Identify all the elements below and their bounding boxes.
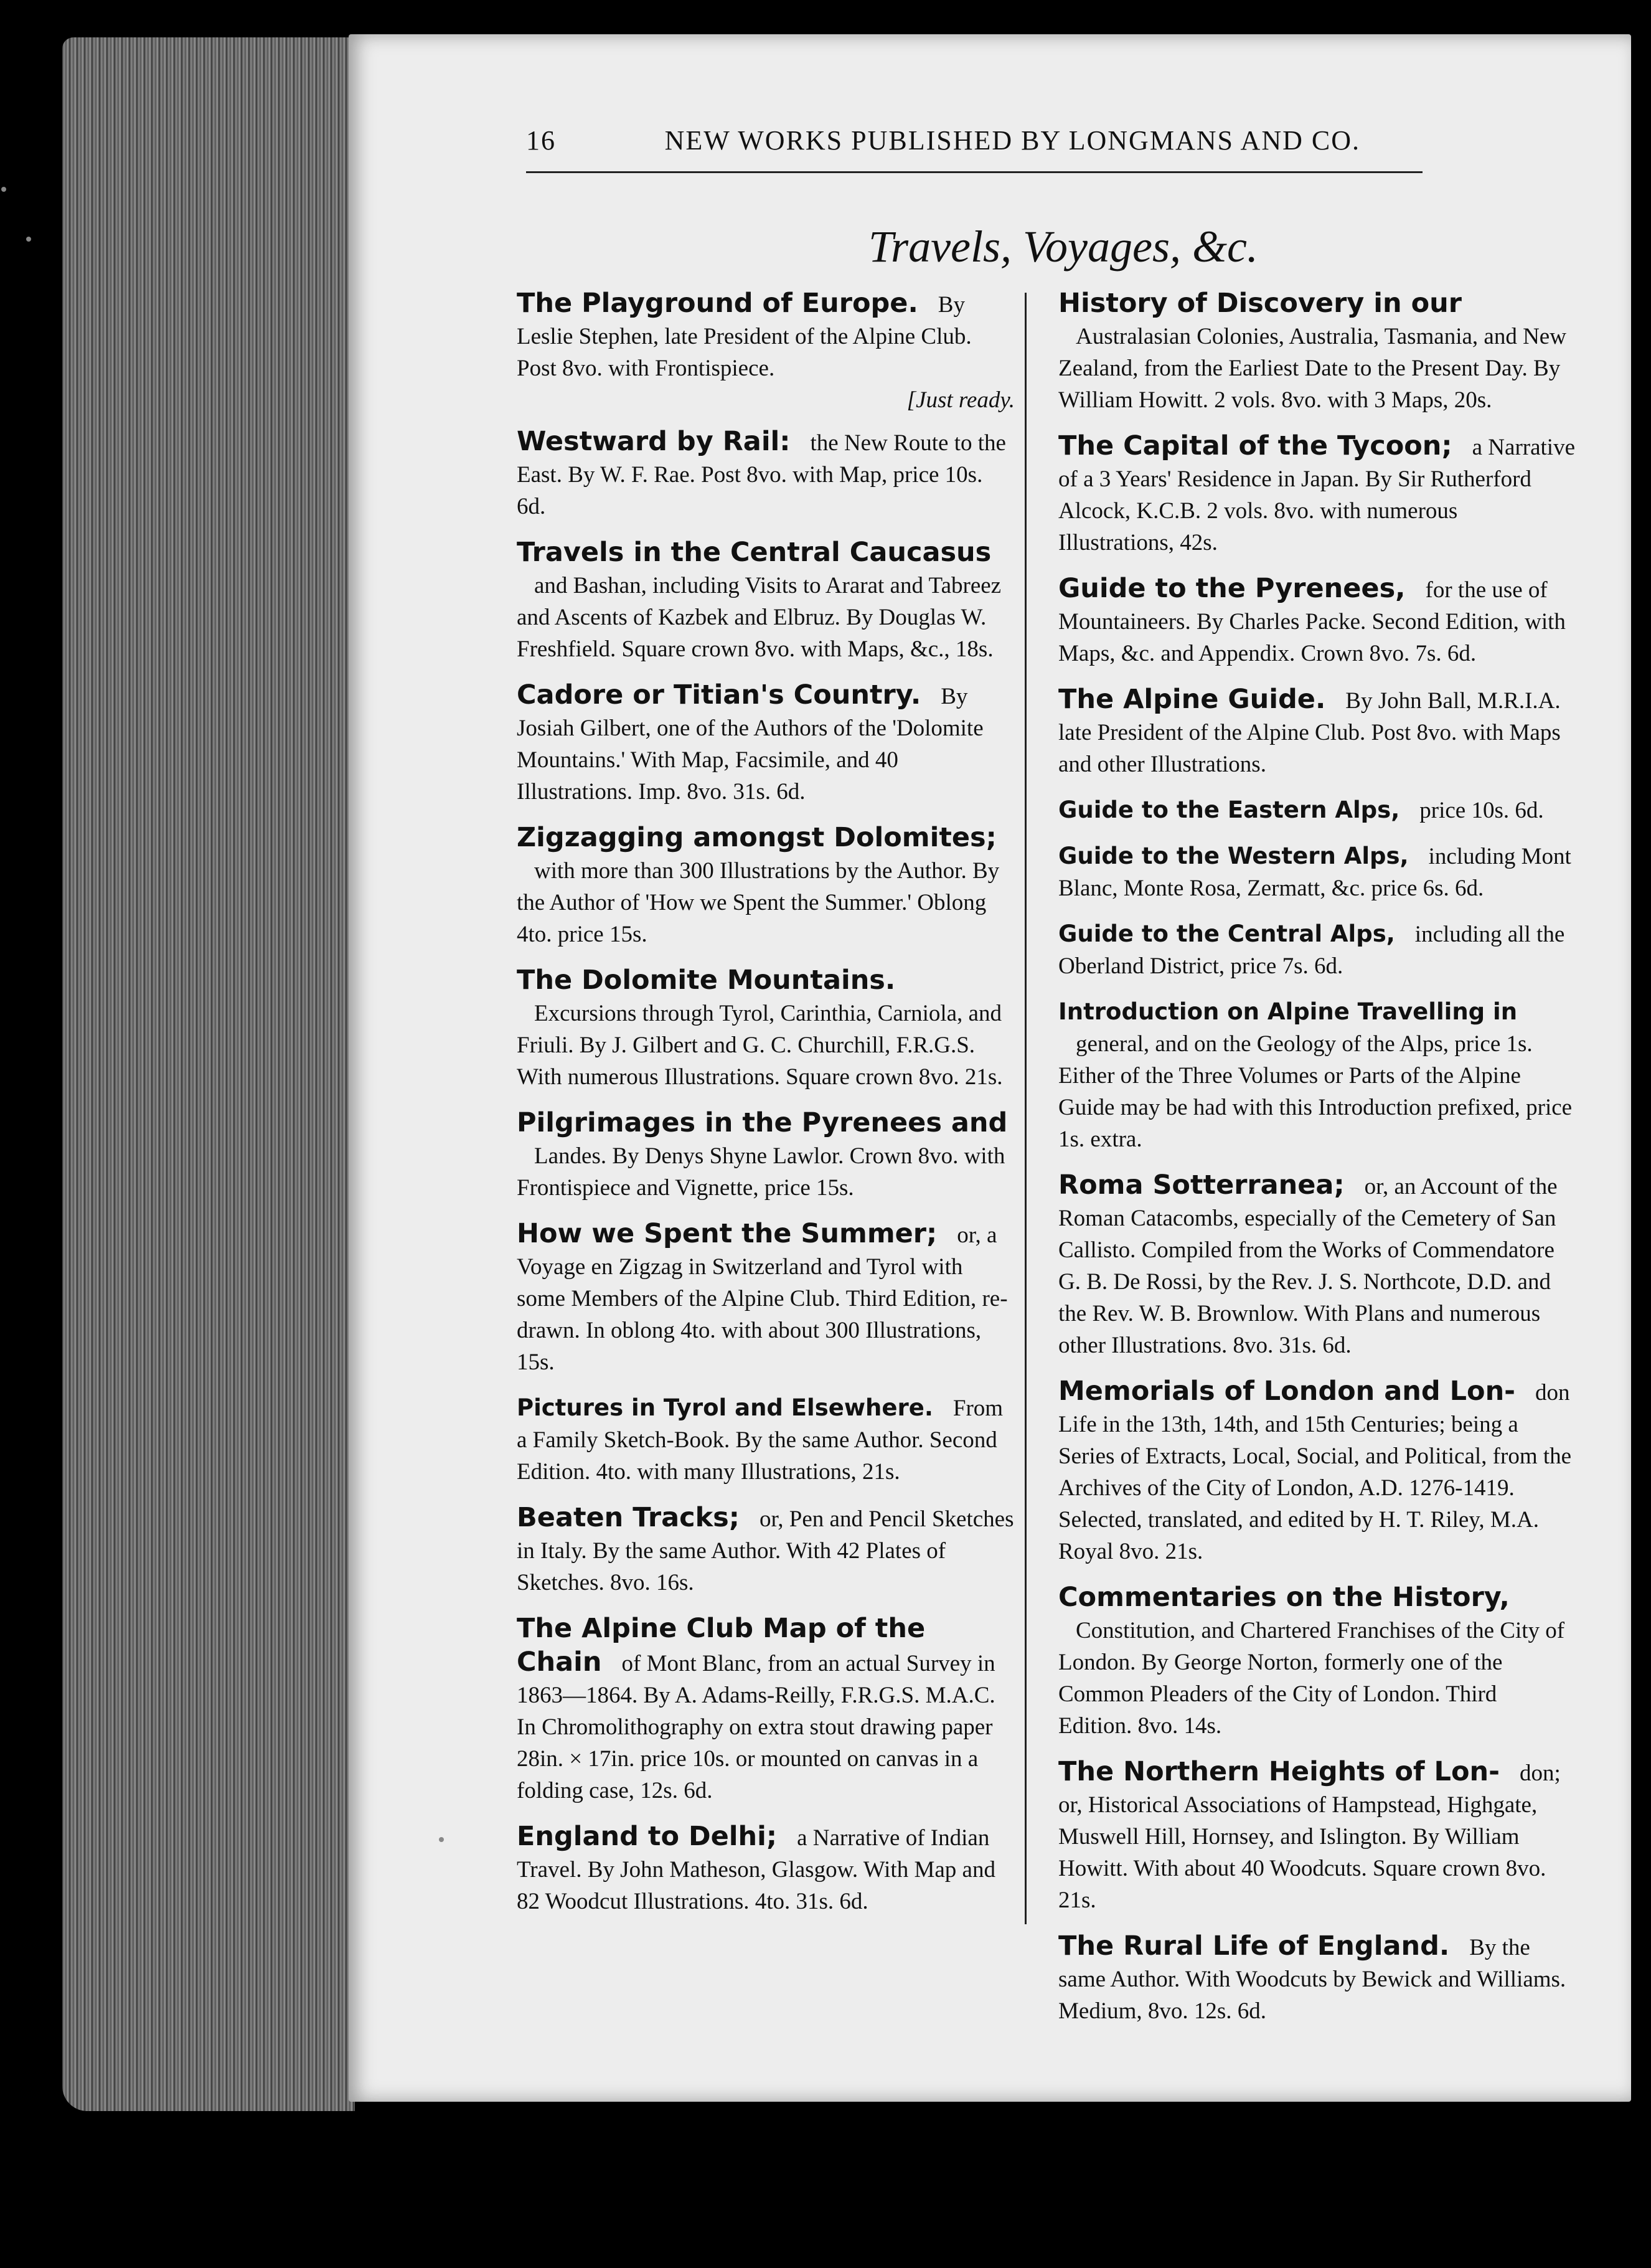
catalogue-entry bbox=[517, 966, 1015, 1095]
entry-text bbox=[517, 1109, 1015, 1206]
entry-text bbox=[1058, 796, 1575, 829]
entry-description: Landes. By Denys Shyne Lawlor. Crown 8vo. with Frontispiece and Vignette, price 15s. bbox=[517, 1143, 1005, 1201]
entry-title: Guide to the Pyrenees, bbox=[1058, 573, 1406, 604]
header-rule bbox=[526, 171, 1423, 173]
entry-text bbox=[517, 681, 1015, 810]
entry-text bbox=[517, 428, 1015, 525]
entry-description: or, Pen and Pencil Sketches in Italy. By the same Author. With 42 Plates of Sketches. 8vo. 16s. bbox=[517, 1506, 1014, 1595]
entry-title: Commentaries on the History, bbox=[1058, 1582, 1510, 1613]
entry-description: don Life in the 13th, 14th, and 15th Centuries; being a Series of Extracts, Local, Social, and Political, from the Archives of the City of London, A.D. 1276-1419. Selected, translated, and edited by H. T. Riley, M.A. Royal 8vo. 21s. bbox=[1058, 1380, 1572, 1564]
entry-text bbox=[517, 966, 1015, 1095]
scan-speck bbox=[1, 187, 6, 192]
catalogue-entry bbox=[517, 824, 1015, 953]
entry-text bbox=[1058, 920, 1575, 985]
entry-description: Australasian Colonies, Australia, Tasmania, and New Zealand, from the Earliest Date to the Present Day. By William Howitt. 2 vols. 8vo. with 3 Maps, 20s. bbox=[1058, 324, 1566, 413]
catalogue-entry bbox=[1058, 796, 1575, 829]
catalogue-entry bbox=[517, 1615, 1015, 1809]
entry-text bbox=[517, 539, 1015, 668]
entry-description: and Bashan, including Visits to Ararat and Tabreez and Ascents of Kazbek and Elbruz. By Douglas W. Freshfield. Square crown 8vo. with Maps, &c., 18s. bbox=[517, 573, 1002, 662]
entry-title: Westward by Rail: bbox=[517, 426, 791, 457]
entry-title: History of Discovery in our bbox=[1058, 288, 1462, 319]
entry-text bbox=[1058, 290, 1575, 418]
catalogue-entry bbox=[517, 290, 1015, 414]
entry-text bbox=[517, 1615, 1015, 1809]
entry-text bbox=[517, 1823, 1015, 1920]
entry-description: price 10s. 6d. bbox=[1419, 798, 1544, 823]
entry-description: don; or, Historical Associations of Hampstead, Highgate, Muswell Hill, Hornsey, and Islington. By William Howitt. With about 40 Woodcuts. Square crown 8vo. 21s. bbox=[1058, 1760, 1561, 1913]
catalogue-entry bbox=[1058, 290, 1575, 418]
column-divider bbox=[1025, 293, 1027, 1924]
entry-text bbox=[1058, 1584, 1575, 1744]
entry-text bbox=[1058, 432, 1575, 561]
catalogue-entry bbox=[517, 428, 1015, 525]
entry-text bbox=[1058, 1171, 1575, 1364]
entry-title: Guide to the Western Alps, bbox=[1058, 843, 1409, 869]
entry-description: By Josiah Gilbert, one of the Authors of the 'Dolomite Mountains.' With Map, Facsimile, and 40 Illustrations. Imp. 8vo. 31s. 6d. bbox=[517, 684, 984, 805]
scan-speck bbox=[26, 237, 31, 242]
entry-note: [Just ready. bbox=[906, 387, 1015, 413]
entry-description: the New Route to the East. By W. F. Rae. Post 8vo. with Map, price 10s. 6d. bbox=[517, 430, 1006, 519]
entry-text bbox=[517, 824, 1015, 953]
entry-description: including Mont Blanc, Monte Rosa, Zermatt, &c. price 6s. 6d. bbox=[1058, 844, 1571, 901]
entry-title: How we Spent the Summer; bbox=[517, 1218, 938, 1249]
scan-speck bbox=[439, 1837, 444, 1842]
entry-description: By Leslie Stephen, late President of the Alpine Club. Post 8vo. with Frontispiece. bbox=[517, 292, 972, 381]
entry-text bbox=[517, 1504, 1015, 1601]
catalogue-entry bbox=[1058, 1758, 1575, 1919]
running-title: NEW WORKS PUBLISHED BY LONGMANS AND CO. bbox=[664, 125, 1360, 156]
entry-description: Constitution, and Chartered Franchises of the City of London. By George Norton, formerly one of the Common Pleaders of the City of London. Third Edition. 8vo. 14s. bbox=[1058, 1618, 1565, 1739]
catalogue-entry bbox=[517, 1504, 1015, 1601]
entry-title: The Playground of Europe. bbox=[517, 288, 918, 319]
entry-description: general, and on the Geology of the Alps, price 1s. Either of the Three Volumes or Parts of the Alpine Guide may be had with this Introduction prefixed, price 1s. extra. bbox=[1058, 1031, 1573, 1152]
entry-title: Zigzagging amongst Dolomites; bbox=[517, 822, 997, 853]
entry-description: with more than 300 Illustrations by the Author. By the Author of 'How we Spent the Summer.' Oblong 4to. price 15s. bbox=[517, 858, 1000, 947]
entry-description: of Mont Blanc, from an actual Survey in 1863—1864. By A. Adams-Reilly, F.R.G.S. M.A.C. In Chromolithography on extra stout drawing paper 28in. × 17in. price 10s. or mounted on canvas in a folding case, 12s. 6d. bbox=[517, 1651, 995, 1803]
catalogue-entry bbox=[1058, 920, 1575, 985]
catalogue-entry bbox=[1058, 1932, 1575, 2029]
book-page-edges bbox=[62, 37, 355, 2111]
entry-title: Cadore or Titian's Country. bbox=[517, 679, 921, 711]
entry-title: The Alpine Guide. bbox=[1058, 684, 1326, 715]
entry-description: From a Family Sketch-Book. By the same Author. Second Edition. 4to. with many Illustrations, 21s. bbox=[517, 1396, 1004, 1485]
entry-title: Roma Sotterranea; bbox=[1058, 1169, 1345, 1201]
right-column bbox=[1058, 290, 1575, 2043]
catalogue-entry bbox=[1058, 1377, 1575, 1570]
entry-description: By the same Author. With Woodcuts by Bewick and Williams. Medium, 8vo. 12s. 6d. bbox=[1058, 1935, 1566, 2024]
catalogue-entry bbox=[517, 681, 1015, 810]
catalogue-entry bbox=[1058, 1584, 1575, 1744]
catalogue-entry bbox=[517, 1823, 1015, 1920]
catalogue-entry bbox=[517, 1109, 1015, 1206]
entry-description: for the use of Mountaineers. By Charles Packe. Second Edition, with Maps, &c. and Appendix. Crown 8vo. 7s. 6d. bbox=[1058, 577, 1566, 666]
catalogue-entry bbox=[1058, 686, 1575, 783]
catalogue-entry bbox=[1058, 998, 1575, 1158]
catalogue-entry bbox=[1058, 843, 1575, 907]
entry-description: or, an Account of the Roman Catacombs, especially of the Cemetery of San Callisto. Compiled from the Works of Commendatore G. B. De Rossi, by the Rev. J. S. Northcote, D.D. and the Rev. W. B. Brownlow. With Plans and numerous other Illustrations. 8vo. 31s. 6d. bbox=[1058, 1174, 1558, 1358]
entry-text bbox=[1058, 686, 1575, 783]
entry-text bbox=[517, 290, 1015, 387]
entry-title: Guide to the Eastern Alps, bbox=[1058, 796, 1400, 823]
entry-title: England to Delhi; bbox=[517, 1821, 778, 1852]
catalogue-entry bbox=[1058, 1171, 1575, 1364]
left-column bbox=[517, 290, 1015, 1934]
catalogue-entry bbox=[517, 1394, 1015, 1490]
entry-description: including all the Oberland District, price 7s. 6d. bbox=[1058, 922, 1565, 979]
catalogue-entry bbox=[517, 1220, 1015, 1381]
entry-title: Beaten Tracks; bbox=[517, 1502, 740, 1533]
entry-text bbox=[517, 1394, 1015, 1490]
entry-title: Introduction on Alpine Travelling in bbox=[1058, 998, 1518, 1025]
entry-description: a Narrative of Indian Travel. By John Matheson, Glasgow. With Map and 82 Woodcut Illustrations. 4to. 31s. 6d. bbox=[517, 1825, 995, 1914]
entry-text bbox=[1058, 998, 1575, 1158]
entry-title: The Northern Heights of Lon- bbox=[1058, 1756, 1500, 1787]
catalogue-entry bbox=[1058, 432, 1575, 561]
running-head bbox=[526, 125, 1360, 156]
entry-text bbox=[1058, 575, 1575, 672]
entry-title: Travels in the Central Caucasus bbox=[517, 537, 992, 568]
section-title: Travels, Voyages, &c. bbox=[868, 222, 1258, 272]
entry-text bbox=[1058, 1377, 1575, 1570]
catalogue-entry bbox=[517, 539, 1015, 668]
entry-description: or, a Voyage en Zigzag in Switzerland and Tyrol with some Members of the Alpine Club. Third Edition, re-drawn. In oblong 4to. with about 300 Illustrations, 15s. bbox=[517, 1222, 1008, 1375]
entry-title: Pictures in Tyrol and Elsewhere. bbox=[517, 1394, 933, 1421]
entry-text bbox=[1058, 1758, 1575, 1919]
entry-title: The Alpine Club Map of the Chain bbox=[517, 1613, 926, 1678]
entry-description: Excursions through Tyrol, Carinthia, Carniola, and Friuli. By J. Gilbert and G. C. Churchill, F.R.G.S. With numerous Illustrations. Square crown 8vo. 21s. bbox=[517, 1001, 1003, 1090]
entry-text bbox=[517, 1220, 1015, 1381]
entry-text bbox=[1058, 843, 1575, 907]
entry-title: Guide to the Central Alps, bbox=[1058, 920, 1395, 947]
entry-title: Memorials of London and Lon- bbox=[1058, 1376, 1516, 1407]
entry-title: Pilgrimages in the Pyrenees and bbox=[517, 1107, 1008, 1138]
entry-description: By John Ball, M.R.I.A. late President of the Alpine Club. Post 8vo. with Maps and other Illustrations. bbox=[1058, 688, 1561, 777]
page-number: 16 bbox=[526, 125, 556, 156]
entry-text bbox=[1058, 1932, 1575, 2029]
entry-title: The Dolomite Mountains. bbox=[517, 965, 896, 996]
catalogue-entry bbox=[1058, 575, 1575, 672]
entry-description: a Narrative of a 3 Years' Residence in Japan. By Sir Rutherford Alcock, K.C.B. 2 vols. 8vo. with numerous Illustrations, 42s. bbox=[1058, 435, 1575, 555]
entry-title: The Rural Life of England. bbox=[1058, 1930, 1450, 1962]
entry-title: The Capital of the Tycoon; bbox=[1058, 430, 1452, 461]
